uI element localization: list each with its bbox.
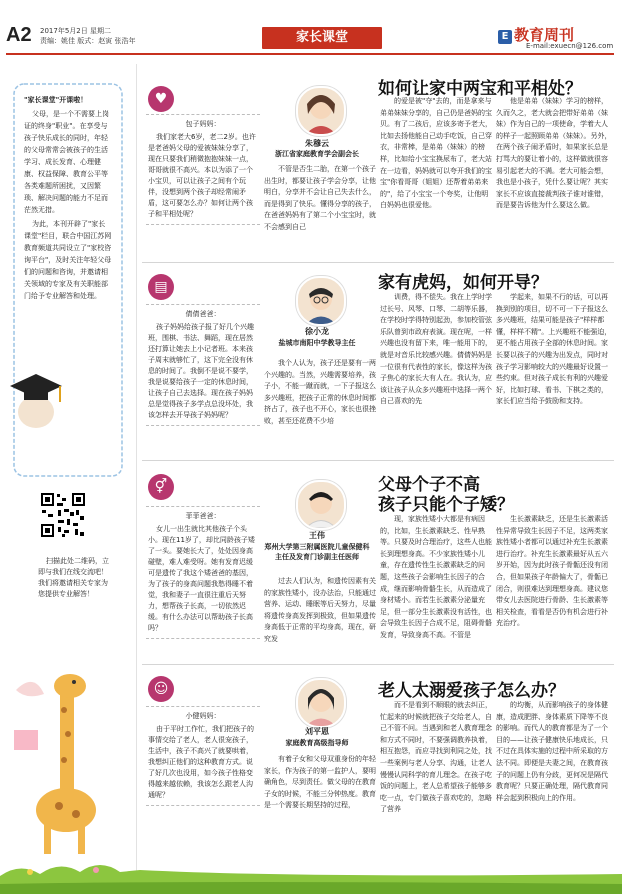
expert-avatar	[296, 678, 346, 728]
reader-letter	[146, 114, 260, 225]
expert-name: 朱穆云	[305, 139, 329, 148]
letter-text: 孩子妈妈给孩子报了好几个兴趣班，围棋、书法、舞蹈，现在居然还打算让她去上小记者班。本来孩子周末就够忙了，这下完全没有休息的时间了。我倒不是说不要学，我是说要给孩子一定的休息时间，让孩子自己去选择。现在孩子妈妈总是觉得孩子多学点总没坏处，我该怎样去开导孩子妈妈呢？	[148, 323, 254, 419]
date-text: 2017年5月2日 星期二	[40, 27, 111, 35]
article-title: 家有虎妈，如何开导？	[378, 273, 548, 293]
heart-hand-icon: ♥	[148, 86, 174, 112]
article-text: 学起来，如果不行的话，可以再换到别的项目，切不可一下子报这么多兴趣班，结果可能是孩子"样样都懂，样样不精"。上兴趣班不能强迫，更不能占用孩子全部的休息时间。家长要以孩子的兴趣为出发点，同时对孩子学习影响较大的兴趣最好设置一些约束。但对孩子成长有利的兴趣爱好，比如打球、看书、下棋之类的，家长们应当给予鼓励和支持。	[496, 293, 612, 406]
qr-caption: 扫描此处二维码，立即与我们在线交流吧！我们将邀请相关专家为您提供专业解答！	[38, 557, 109, 598]
article-text: 不管是否生二胎，在第一个孩子出生时，都要让孩子学会分享，让他明白，分享并不会让自己失去什么，而是得到了快乐。懂得分享的孩子，在爸爸妈妈有了第二个小宝宝时，就不会感到自己	[264, 165, 376, 231]
gender-symbol-icon: ⚥	[148, 474, 174, 500]
article-column	[264, 358, 376, 454]
article-text: 过去人们认为，和遗传因素有关的家族性矮小，没办法治，只能通过营养、运动、睡眠等后天努力，尽量将遗传身高发挥到极致，但如果遗传身高低于正常的平均身高，现在，研究发	[264, 577, 376, 643]
sidebar-divider	[136, 64, 137, 884]
article-title: 如何让家中两宝和平相处？	[378, 79, 582, 99]
expert-name: 刘平恩	[305, 727, 329, 736]
issue-date	[40, 26, 135, 46]
article-title: 老人太溺爱孩子怎么办？	[378, 681, 565, 701]
expert-title: 盐城市南阳中学教导主任	[278, 339, 356, 347]
article-column	[380, 96, 492, 256]
giraffe-icon	[4, 670, 122, 860]
intro-paragraph-2: 为此，本刊开辟了"家长课堂"栏目，联合中国江苏网教育频道共同设立了"家校咨询平台"，及时关注年轻父母们的问题和咨询，并邀请相关领域的专家及有关职能部门给予专业解答和处理。	[24, 220, 112, 300]
letter-author: 小健妈妈：	[185, 712, 221, 720]
article-text: 我个人认为，孩子还是要有一两个兴趣的。当然，兴趣需要培养，孩子小，不能一蹴而就，一下子报这么多兴趣班，把孩子正常的休息时间都挤占了，孩子也不开心，家长也很挫败，甚至还花费不少培	[264, 359, 376, 425]
article-column	[264, 754, 376, 854]
article-column	[264, 164, 376, 256]
article-divider	[142, 664, 614, 665]
article-column	[496, 514, 612, 660]
header-divider	[6, 53, 614, 55]
article-divider	[142, 262, 614, 263]
article-column	[496, 292, 612, 454]
logo-text: 教育周刊	[514, 26, 575, 44]
intro-title: "家长课堂"开课啦！	[24, 96, 88, 104]
email-address: E-mail:exuecn@126.com	[526, 42, 614, 50]
expert-portrait-icon	[298, 88, 344, 134]
intro-paragraph-1: 父母，是一个不需要上岗证的终身"职业"。在享受与孩子快乐成长的同时，年轻的父母常常会被孩子的生活学习、成长发育、心理健康、权益保障、教育公平等各类难题所困扰，又因繁琐、解决问题的能力不足而茫然无措。	[24, 110, 109, 214]
stroller-icon: ☺	[148, 676, 174, 702]
graduation-cap-icon	[6, 360, 64, 430]
grass-decoration	[0, 856, 622, 894]
letter-text: 女儿一出生就比其他孩子个头小。现在11岁了，却比同龄孩子矮了一头。要她长大了，处处因身高碰壁，难人难受呀。她有发育迟缓可是遗传了我这个矮爸爸的基因，为了孩子的身高问题我愁得睡不着觉，我和妻子一直很注重后天努力，想帮孩子长高，一切依然迟缓。有什么办法可以帮助孩子长高吗？	[148, 525, 255, 632]
article-text: 现，家族性矮小大都是有病因的，比如，生长激素缺乏、性早熟等。只要及时合理治疗，这些人也能长到理想身高。不少家族性矮小儿童，存在遗传性生长激素缺乏的问题，这些孩子会影响生长因子的合成，继而影响骨骼生长，从而造成了身材矮小。而若生长激素分泌量充足，但一部分生长激素没有活性，也会导致生长因子合成不足，阻碍骨骼发育，导致身高不高。不管是	[380, 515, 492, 639]
reader-letter	[146, 506, 260, 639]
letter-text: 由于平时工作忙，我们把孩子的事情交给了老人，老人很宠孩子，生活中，孩子不高兴了就要哄着，我想纠正他们的这种教育方式。说了好几次也没用，如今孩子性格变得越来越依赖，我该怎么跟老人沟通呢？	[148, 725, 254, 799]
article-column	[264, 576, 376, 660]
article-text: 而不是看到不顺眼的就去纠正，忙起来的时候就把孩子交给老人，自己不管不问。当遇到和老人教育理念和方式不同时，不要强调教养执着，相互抱怨，而应寻找到利同之处，找一些案例与老人分享、沟通，让老人慢慢认同科学的育儿理念。在孩子吃饭的问题上，老人总希望孩子能够多吃一点，专门做孩子喜欢吃的，忽略了营养	[380, 701, 492, 814]
expert-name: 王伟	[309, 531, 325, 540]
article-text: 生长激素缺乏，还是生长激素活性异常导致生长因子不足，这两类家族性矮小者都可以通过补充生长激素进行治疗。补充生长激素最好从五六岁开始，因为此时孩子骨骺还没有闭合，但如果孩子年龄偏大了，骨骺已闭合，则很难达到理想身高。建议您带女儿去医院进行骨龄、生长激素等相关检查，看看是否仍有机会进行补充治疗。	[496, 515, 608, 628]
article-title-line2: 孩子只能个子矮？	[378, 495, 514, 515]
qr-code-icon[interactable]	[40, 492, 86, 538]
letter-author: 倩倩爸爸：	[185, 310, 221, 318]
letter-author: 菲菲爸爸：	[185, 512, 221, 520]
letter-author: 包子妈妈：	[185, 120, 221, 128]
article-column	[380, 514, 492, 660]
page-number: A2	[6, 24, 32, 46]
expert-title: 浙江省家庭教育学会副会长	[275, 150, 359, 158]
expert-portrait-icon	[298, 278, 344, 324]
expert-title: 家庭教育高级指导师	[285, 739, 349, 747]
article-text: 的均衡，从而影响孩子的身体健康，造成肥胖、身体素质下降等不良的影响。而代人的教育都是为了一个目的——让孩子健康快乐地成长，只不过在具体实施的过程中所采取的方法不同。即便是夫妻之间，在教育孩子的问题上仍有分歧，更何况是隔代教育呢？只要正确处理，隔代教育同样会起到积极向上的作用。	[496, 701, 608, 802]
article-column	[380, 292, 492, 454]
expert-avatar	[296, 86, 346, 136]
article-divider	[142, 460, 614, 461]
logo-mark: E	[498, 30, 512, 44]
article-column	[496, 700, 612, 854]
article-title: 父母个子不高	[378, 475, 480, 495]
expert-avatar	[296, 480, 346, 530]
letter-text: 我们家老大6岁，老二2岁。也许是老爸妈父母的爱被妹妹分享了，现在只要我们稍微抱抱妹妹一点，哥哥就很不高兴。本以为添了一个小宝贝，可以让孩子之间有个玩伴，没想到两个孩子却经常闹矛盾，这可要怎么办？如何让两个孩子和平相处呢？	[148, 133, 256, 218]
article-column	[496, 96, 612, 256]
article-column	[380, 700, 492, 854]
reader-letter	[146, 304, 260, 426]
expert-title: 郑州大学第三附属医院儿童保健科主任及发育门诊副主任医师	[264, 543, 370, 561]
expert-portrait-icon	[298, 680, 344, 726]
expert-name: 徐小龙	[305, 327, 329, 336]
article-text: 有着子女和父母双重身份的年轻家长，作为孩子的第一监护人，要明确角色，尽到责任。做父母的在教育子女的时候，不能三分钟热度。教育是一个需要长期坚持的过程，	[264, 755, 376, 810]
intro-column	[24, 94, 112, 304]
expert-avatar	[296, 276, 346, 326]
article-text: 他是弟弟（妹妹）学习的榜样，久而久之，老大就会把带好弟弟（妹妹）作为自己的一项使命，学着大人的样子一起照顾弟弟（妹妹）。另外，在两个孩子闹矛盾时，如果家长总是打骂大的要让着小的，这样做就很容易引起老大的不满。老大可能会想，我也是小孩子，凭什么要让呢？其实家长不应该直接裁判孩子谁对谁错，而是要告诉他为什么要这么做。	[496, 97, 612, 210]
section-title: 家长课堂	[262, 27, 382, 49]
reader-letter	[146, 706, 260, 806]
book-icon: ▤	[148, 274, 174, 300]
editors-text: 责编：姚佳 版式：赵寅 张浩年	[40, 37, 136, 45]
article-text: 训费，得不偿失。我在上学时学过长号、风琴、口琴、二胡等乐器，在学校时学得特别起劲，参加校管弦乐队曾到市政府表演。现在呢，一样兴趣也没有留下来，唯一能用下的，就是对音乐比较感兴趣。倩倩妈妈是一位很有代表性的家长，像这样为孩子焦心的家长大有人在。我认为，应该让孩子从众多兴趣班中选择一两个自己喜欢的先	[380, 293, 492, 406]
expert-portrait-icon	[298, 482, 344, 528]
article-text: 的爱是被"夺"去的，而是拿来与弟弟妹妹分享的，自己仍是爸妈的宝贝。有了二孩后，应该多寄予老大，比如去扬他能自己动手吃饭，自己穿衣，非常棒，是弟弟（妹妹）的榜样，比如给小宝宝换尿布了，老大站在一边看，妈妈就可以夸开我们的宝宝"你看哥哥（姐姐）还帮着弟弟来的"，给了小宝宝一个夸奖，让他明白妈妈也很爱他。	[380, 97, 492, 210]
